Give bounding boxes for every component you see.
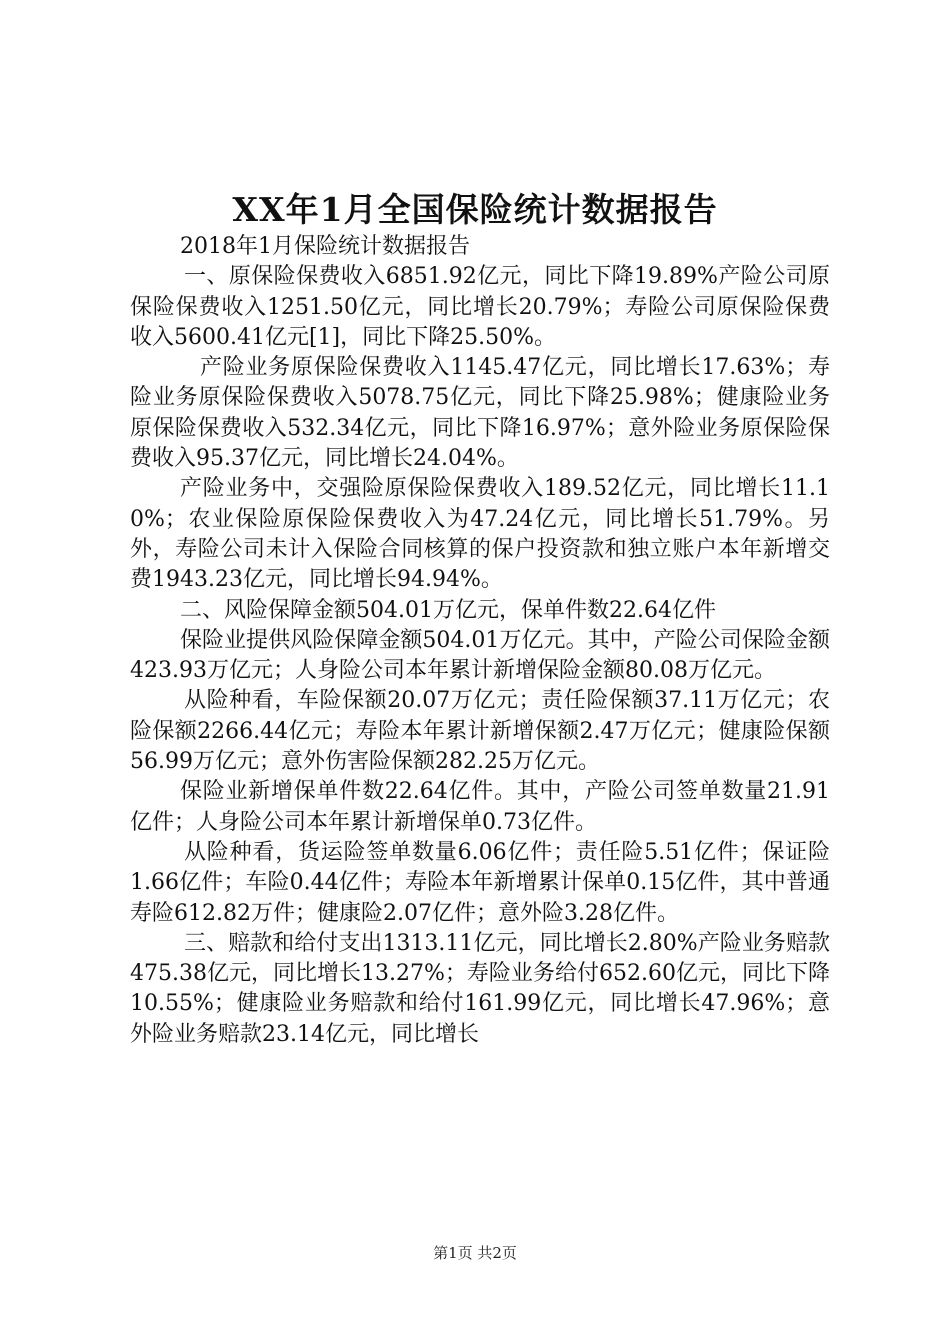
policy-count-paragraph: 保险业新增保单件数22.64亿件。其中，产险公司签单数量21.91亿件；人身险公司本年累计新增保单0.73亿件。 <box>130 779 830 835</box>
section-3-paragraph: 三、赔款和给付支出1313.11亿元，同比增长2.80%产险业务赔款475.38亿元，同比增长13.27%；寿险业务给付652.60亿元，同比下降10.55%；健康险业务赔款和给付161.99亿元，同比增长47.96%；意外险业务赔款23.14亿元，同比增长 <box>130 930 830 1047</box>
policy-by-type-paragraph: 从险种看，货运险签单数量6.06亿件；责任险5.51亿件；保证险1.66亿件；车险0.44亿件；寿险本年新增累计保单0.15亿件，其中普通寿险612.82万件；健康险2.07亿件；意外险3.28亿件。 <box>130 839 830 926</box>
property-business-paragraph: 产险业务中，交强险原保险保费收入189.52亿元，同比增长11.10%；农业保险原保险保费收入为47.24亿元，同比增长51.79%。另外，寿险公司未计入保险合同核算的保户投资款和独立账户本年新增交费1943.23亿元，同比增长94.94%。 <box>130 476 830 593</box>
section-1-paragraph: 一、原保险保费收入6851.92亿元，同比下降19.89%产险公司原保险保费收入1251.50亿元，同比增长20.79%；寿险公司原保险保费收入5600.41亿元[1]，同比下降25.50%。 <box>130 264 830 350</box>
section-2-heading-paragraph: 二、风险保障金额504.01万亿元，保单件数22.64亿件 <box>180 597 716 623</box>
subtitle-paragraph: 2018年1月保险统计数据报告 <box>180 234 470 259</box>
line-of-business-paragraph: 产险业务原保险保费收入1145.47亿元，同比增长17.63%；寿险业务原保险保费收入5078.75亿元，同比下降25.98%；健康险业务原保险保费收入532.34亿元，同比下降16.97%；意外险业务原保险保费收入95.37亿元，同比增长24.04%。 <box>130 355 830 472</box>
page-footer: 第1页 共2页 <box>433 1244 517 1262</box>
coverage-by-type-paragraph: 从险种看，车险保额20.07万亿元；责任险保额37.11万亿元；农险保额2266.44亿元；寿险本年累计新增保额2.47万亿元；健康险保额56.99万亿元；意外伤害险保额282.25万亿元。 <box>130 688 830 775</box>
risk-coverage-paragraph: 保险业提供风险保障金额504.01万亿元。其中，产险公司保险金额423.93万亿元；人身险公司本年累计新增保险金额80.08万亿元。 <box>130 627 830 684</box>
document-title: XX年1月全国保险统计数据报告 <box>232 190 718 229</box>
document-body <box>130 232 830 1050</box>
